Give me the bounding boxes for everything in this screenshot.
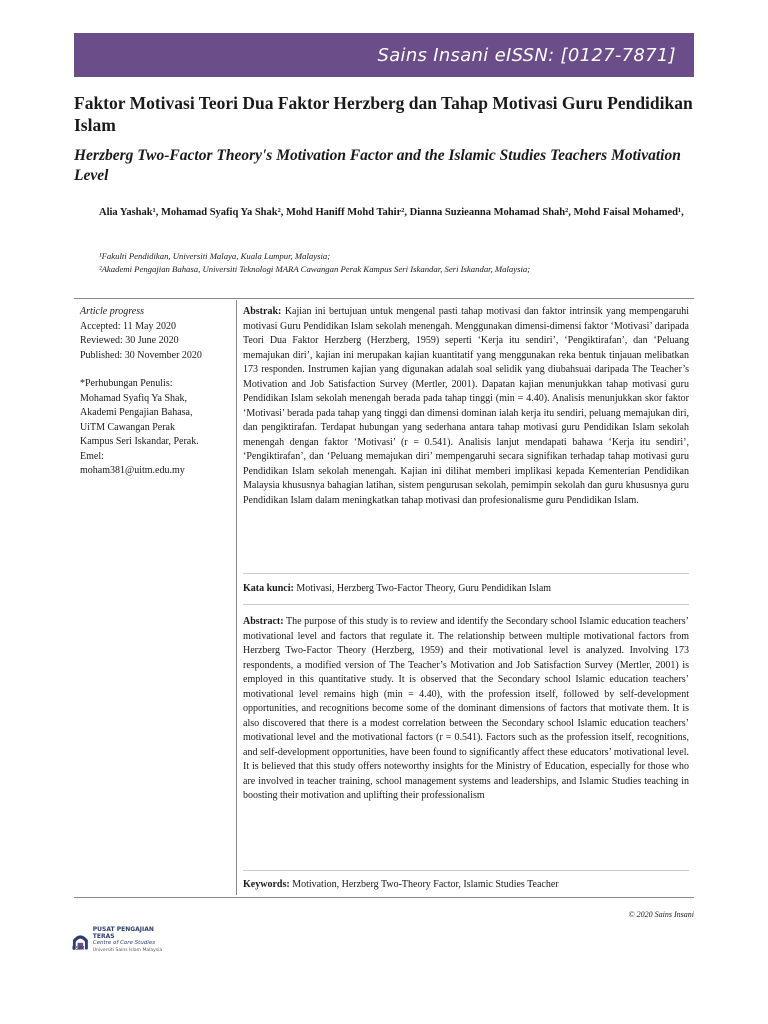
title-english: Herzberg Two-Factor Theory's Motivation Factor and the Islamic Studies Teachers Motivation Level: [74, 147, 681, 184]
author-list: Alia Yashak¹, Mohamad Syafiq Ya Shak², Mohd Haniff Mohd Tahir², Dianna Suzieanna Mohamad Shah², Mohd Faisal Mohamed¹,: [99, 207, 684, 218]
progress-label: Article progress: [80, 306, 144, 317]
corr-line: Mohamad Syafiq Ya Shak,: [80, 392, 187, 404]
divider-kata-kunci: [243, 604, 689, 605]
keywords-block: [243, 878, 689, 893]
logo-line-1: PUSAT PENGAJIAN TERAS: [92, 926, 154, 940]
reviewed-date: Reviewed: 30 June 2020: [80, 335, 179, 346]
abstract-text: The purpose of this study is to review and identify the Secondary school Islamic education teachers’ motivational level and factors that regulate it. The relationship between multiple motivational factors from Herzberg Two-Factor Theory (Herzberg, 1959) and their motivational level is analyzed. Involving 173 respondents, a modified version of The Teacher’s Motivation and Job Satisfaction Survey (Mertler, 2001) is employed in this quantitative study. It is observed that the Secondary school Islamic education teachers’ motivational level remains high (min = 4.40), with the profession itself, followed by self-development opportunities, and recognitions become some of the dominant dimensions of factors that motivate them. It is also discovered that there is a modest correlation between the Secondary school Islamic education teachers’ motivational level and the motivational factors (r = 0.541). Factors such as the profession itself, recognitions, and self-development opportunities, have been found to significantly affect these educators’ motivational level. It is believed that this study offers noteworthy insights for the Ministry of Education, especially for those who are involved in teacher training, school management systems and leaderships, and Islamic Studies teaching in boosting their motivation and uplifting their professionalism: [243, 616, 689, 801]
copyright: © 2020 Sains Insani: [628, 910, 694, 919]
article-sidebar: [80, 305, 230, 479]
usim-logo: [72, 925, 172, 955]
abstrak-label: Abstrak:: [243, 306, 282, 317]
accepted-date: Accepted: 11 May 2020: [80, 320, 176, 332]
logo-line-3: Universiti Sains Islam Malaysia: [92, 948, 163, 953]
corr-line: Kampus Seri Iskandar, Perak.: [80, 436, 199, 447]
abstract-label: Abstract:: [243, 616, 284, 627]
abstrak-text: Kajian ini bertujuan untuk mengenal pasti tahap motivasi dan faktor intrinsik yang mempengaruhi motivasi Guru Pendidikan Islam sekolah menengah. Menggunakan dimensi-dimensi faktor ‘Motivasi’ daripada Teori Dua Faktor Herzberg (Herzberg, 1959) seperti ‘Kerja itu sendiri’, ‘Pengiktirafan’, dan ‘Peluang memajukan diri’, kajian ini merupakan kajian kuantitatif yang menggunakan reka bentuk tinjauan melibatkan 173 responden. Instrumen kajian yang digunakan adalah soal selidik yang diubahsuai daripada The Teacher’s Motivation and Job Satisfaction Survey (Mertler, 2001). Dapatan kajian menunjukkan tahap motivasi guru Pendidikan Islam sekolah menengah berada pada tahap tinggi (min = 4.40). Analisis menunjukkan skor faktor ‘Motivasi’ berada pada tahap yang tinggi dan dimensi dominan ialah kerja itu sendiri, peluang memajukan diri, dan pengiktirafan. Terdapat hubungan yang sederhana antara tahap motivasi guru Pendidikan Islam sekolah menengah dengan faktor ‘Motivasi’ (r = 0.541). Analisis lanjut mendapati bahawa ‘Kerja itu sendiri’, ‘Pengiktirafan’, dan ‘Peluang memajukan diri’ mempengaruhi secara signifikan terhadap tahap motivasi guru Pendidikan Islam sekolah menengah. Kajian ini dilihat memberi implikasi kepada Kementerian Pendidikan Malaysia khususnya bahagian latihan, sistem pengurusan sekolah, pemimpin sekolah dan guru khususnya guru Pendidikan Islam dalam meningkatkan tahap motivasi dan profesionalisme guru Pendidikan Islam.: [243, 306, 690, 506]
correspondence-label: *Perhubungan Penulis:: [80, 378, 173, 389]
logo-line-2: Centre of Core Studies: [92, 940, 156, 946]
email-link[interactable]: moham381@uitm.edu.my: [80, 465, 185, 476]
abstrak-block: [243, 305, 689, 508]
kata-kunci-block: [243, 582, 689, 597]
keywords-text: Motivation, Herzberg Two-Theory Factor, Islamic Studies Teacher: [292, 879, 559, 890]
abstract-block: [243, 615, 689, 804]
divider-abstract: [243, 870, 689, 871]
logo-abbr: USIM: [72, 946, 85, 952]
kata-kunci-text: Motivasi, Herzberg Two-Factor Theory, Guru Pendidikan Islam: [296, 583, 552, 594]
keywords-label: Keywords:: [243, 879, 290, 890]
title-malay: Faktor Motivasi Teori Dua Faktor Herzberg dan Tahap Motivasi Guru Pendidikan Islam: [74, 93, 693, 135]
affiliation-1: ¹Fakulti Pendidikan, Universiti Malaya, Kuala Lumpur, Malaysia;: [99, 251, 331, 261]
journal-banner: [74, 33, 694, 77]
corr-line: Emel:: [80, 450, 104, 462]
affiliation-2: ²Akademi Pengajian Bahasa, Universiti Teknologi MARA Cawangan Perak Kampus Seri Iskandar, Seri Iskandar, Malaysia;: [99, 264, 531, 274]
corr-line: Akademi Pengajian Bahasa,: [80, 407, 193, 418]
published-date: Published: 30 November 2020: [80, 349, 202, 361]
divider-abstrak: [243, 573, 689, 574]
column-divider: [236, 300, 237, 895]
journal-banner-text: Sains Insani eISSN: [0127-7871]: [377, 44, 676, 66]
kata-kunci-label: Kata kunci:: [243, 583, 294, 594]
divider-top: [74, 298, 694, 299]
affiliations: [99, 250, 699, 276]
divider-bottom: [74, 897, 694, 898]
corr-line: UiTM Cawangan Perak: [80, 421, 175, 433]
